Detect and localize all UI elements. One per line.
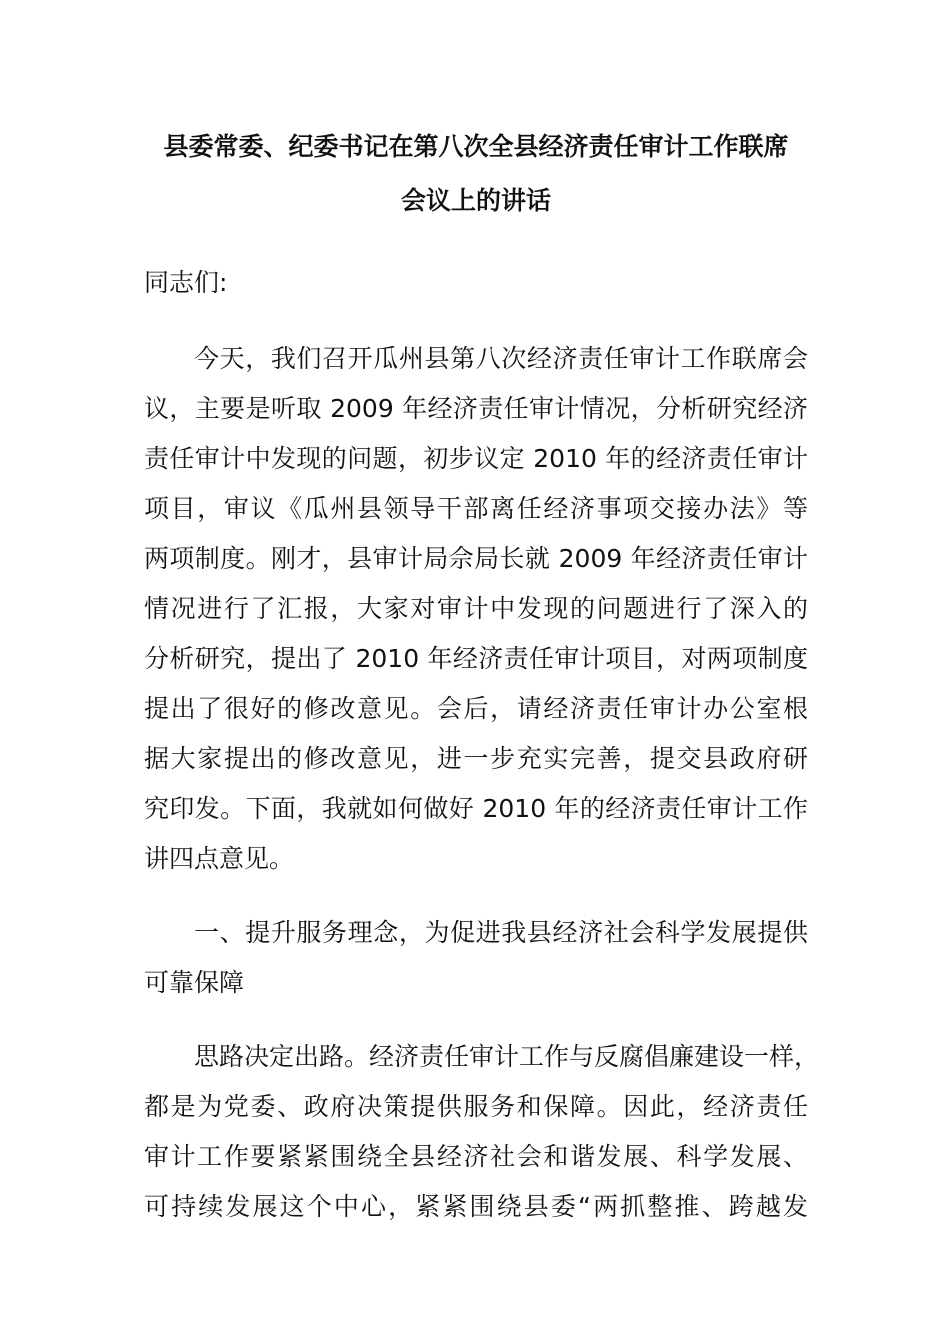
paragraph-1-line: 项目，审议《瓜州县领导干部离任经济事项交接办法》等 [144, 494, 808, 523]
paragraph-1 [144, 334, 808, 884]
salutation: 同志们: [144, 268, 228, 297]
document-page [144, 120, 820, 1232]
paragraph-2-line: 思路决定出路。经济责任审计工作与反腐倡廉建设一样， [194, 1042, 820, 1071]
paragraph-2-line: 都是为党委、政府决策提供服务和保障。因此，经济责任 [144, 1092, 808, 1121]
paragraph-1-line: 讲四点意见。 [144, 844, 295, 873]
title-line-2: 会议上的讲话 [400, 186, 551, 215]
paragraph-2-line: 可持续发展这个中心，紧紧围绕县委“两抓整推、跨越发 [144, 1192, 808, 1221]
title-line-1: 县委常委、纪委书记在第八次全县经济责任审计工作联席 [163, 132, 789, 161]
paragraph-1-line: 分析研究，提出了 2010 年经济责任审计项目，对两项制度 [144, 644, 808, 673]
paragraph-1-line: 情况进行了汇报，大家对审计中发现的问题进行了深入的 [144, 594, 808, 623]
paragraph-1-line: 提出了很好的修改意见。会后，请经济责任审计办公室根 [144, 694, 808, 723]
paragraph-1-line: 究印发。下面，我就如何做好 2010 年的经济责任审计工作 [144, 794, 808, 823]
section-heading-1-line: 一、提升服务理念，为促进我县经济社会科学发展提供 [194, 918, 808, 947]
paragraph-1-line: 议，主要是听取 2009 年经济责任审计情况，分析研究经济 [144, 394, 808, 423]
paragraph-2 [144, 1032, 820, 1232]
section-heading-1-line: 可靠保障 [144, 968, 245, 997]
paragraph-2-line: 审计工作要紧紧围绕全县经济社会和谐发展、科学发展、 [144, 1142, 808, 1171]
paragraph-1-line: 两项制度。刚才，县审计局佘局长就 2009 年经济责任审计 [144, 544, 808, 573]
paragraph-1-line: 据大家提出的修改意见，进一步充实完善，提交县政府研 [144, 744, 808, 773]
paragraph-1-line: 今天，我们召开瓜州县第八次经济责任审计工作联席会 [194, 344, 808, 373]
section-heading-1 [144, 908, 808, 1008]
document-title [144, 120, 808, 228]
paragraph-1-line: 责任审计中发现的问题，初步议定 2010 年的经济责任审计 [144, 444, 808, 473]
